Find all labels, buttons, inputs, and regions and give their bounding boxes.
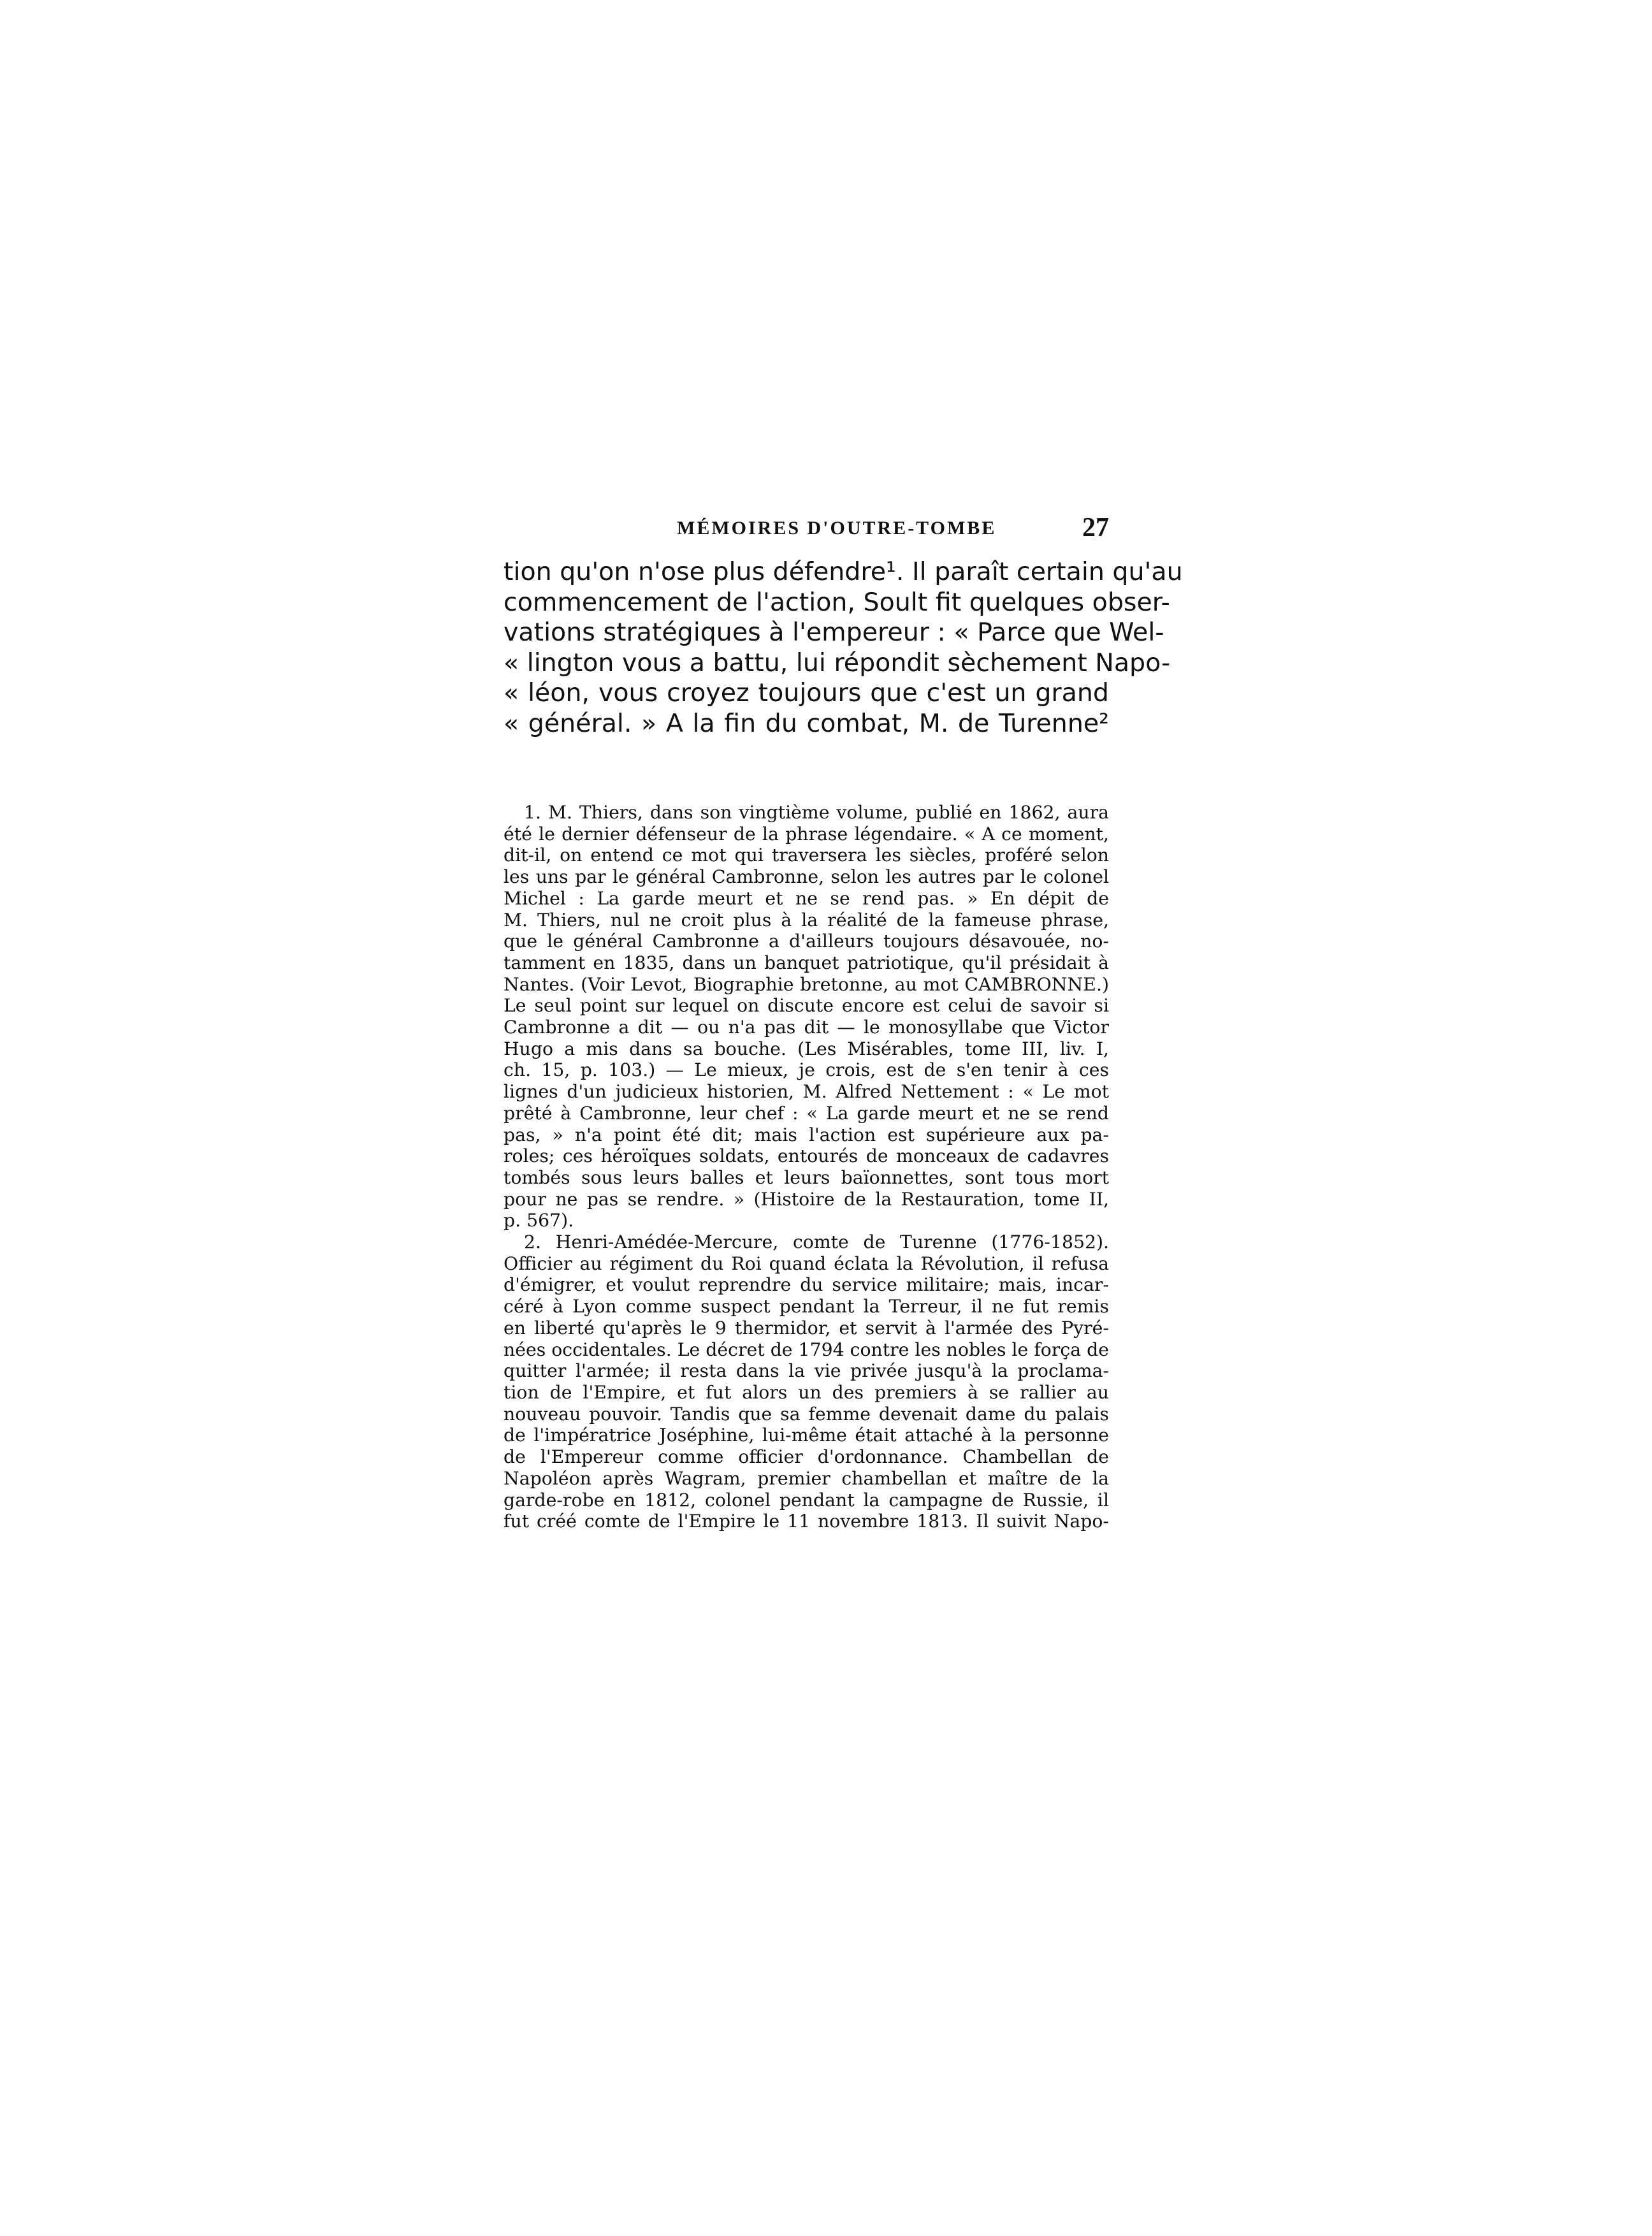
footnote-line: Hugo a mis dans sa bouche. (Les Misérables, tome III, liv. I, <box>504 1038 1109 1059</box>
footnote-line: Le seul point sur lequel on discute encore est celui de savoir si <box>504 995 1109 1017</box>
footnote-2 <box>504 1231 1109 1532</box>
footnote-line: de l'impératrice Joséphine, lui-même était attaché à la personne <box>504 1425 1109 1446</box>
footnote-line: p. 567). <box>504 1210 574 1231</box>
footnote-line: nées occidentales. Le décret de 1794 contre les nobles le força de <box>504 1339 1109 1360</box>
footnote-line: Napoléon après Wagram, premier chambellan et maître de la <box>504 1467 1109 1489</box>
main-text-line: « général. » A la fin du combat, M. de Turenne² <box>504 708 1109 738</box>
running-title: MÉMOIRES D'OUTRE-TOMBE <box>677 518 997 539</box>
footnote-line: quitter l'armée; il resta dans la vie privée jusqu'à la proclama- <box>504 1360 1109 1382</box>
footnote-line: tombés sous leurs balles et leurs baïonnettes, sont tous mort <box>504 1166 1109 1188</box>
footnote-line: lignes d'un judicieux historien, M. Alfred Nettement : « Le mot <box>504 1081 1109 1103</box>
footnote-line: nouveau pouvoir. Tandis que sa femme devenait dame du palais <box>504 1403 1109 1425</box>
main-text-line: commencement de l'action, Soult fit quelques obser- <box>504 587 1170 617</box>
footnote-line: pour ne pas se rendre. » (Histoire de la Restauration, tome II, <box>504 1188 1109 1210</box>
page-header <box>504 512 1109 551</box>
main-text-line: « lington vous a battu, lui répondit sèchement Napo- <box>504 648 1171 678</box>
footnote-line: en liberté qu'après le 9 thermidor, et servit à l'armée des Pyré- <box>504 1317 1109 1339</box>
footnote-line: céré à Lyon comme suspect pendant la Terreur, il ne fut remis <box>504 1296 1109 1318</box>
footnote-line: ch. 15, p. 103.) — Le mieux, je crois, est de s'en tenir à ces <box>504 1059 1109 1081</box>
page-number: 27 <box>1082 513 1109 542</box>
footnote-line: fut créé comte de l'Empire le 11 novembre 1813. Il suivit Napo- <box>504 1511 1109 1532</box>
main-text-line: « léon, vous croyez toujours que c'est un grand <box>504 678 1109 708</box>
main-text-line: vations stratégiques à l'empereur : « Parce que Wel- <box>504 618 1164 648</box>
footnote-line: Michel : La garde meurt et ne se rend pas. » En dépit de <box>504 887 1109 909</box>
footnote-line: 2. Henri-Amédée-Mercure, comte de Turenne (1776-1852). <box>524 1231 1109 1253</box>
footnote-line: dit-il, on entend ce mot qui traversera les siècles, proféré selon <box>504 845 1109 866</box>
footnotes <box>504 802 1109 1532</box>
footnote-line: de l'Empereur comme officier d'ordonnance. Chambellan de <box>504 1446 1109 1468</box>
footnote-line: pas, » n'a point été dit; mais l'action est supérieure aux pa- <box>504 1124 1109 1145</box>
footnote-line: 1. M. Thiers, dans son vingtième volume, publié en 1862, aura <box>524 802 1109 823</box>
footnote-1 <box>504 802 1109 1231</box>
footnote-line: Officier au régiment du Roi quand éclata la Révolution, il refusa <box>504 1252 1109 1274</box>
footnote-line: garde-robe en 1812, colonel pendant la campagne de Russie, il <box>504 1489 1109 1511</box>
footnote-line: les uns par le général Cambronne, selon les autres par le colonel <box>504 866 1109 888</box>
main-text <box>504 557 1183 739</box>
footnote-line: Nantes. (Voir Levot, Biographie bretonne, au mot CAMBRONNE.) <box>504 973 1109 995</box>
footnote-line: tion de l'Empire, et fut alors un des premiers à se rallier au <box>504 1381 1109 1403</box>
footnote-line: M. Thiers, nul ne croit plus à la réalité de la fameuse phrase, <box>504 909 1109 931</box>
footnote-line: roles; ces héroïques soldats, entourés de monceaux de cadavres <box>504 1145 1109 1167</box>
footnote-line: Cambronne a dit — ou n'a pas dit — le monosyllabe que Victor <box>504 1017 1109 1038</box>
footnote-line: prêté à Cambronne, leur chef : « La garde meurt et ne se rend <box>504 1102 1109 1124</box>
footnote-line: que le général Cambronne a d'ailleurs toujours désavouée, no- <box>504 931 1109 952</box>
footnote-line: été le dernier défenseur de la phrase légendaire. « A ce moment, <box>504 823 1109 845</box>
main-text-line: tion qu'on n'ose plus défendre¹. Il paraît certain qu'au <box>504 557 1183 586</box>
footnote-line: d'émigrer, et voulut reprendre du service militaire; mais, incar- <box>504 1274 1109 1296</box>
footnote-line: tamment en 1835, dans un banquet patriotique, qu'il présidait à <box>504 952 1109 973</box>
